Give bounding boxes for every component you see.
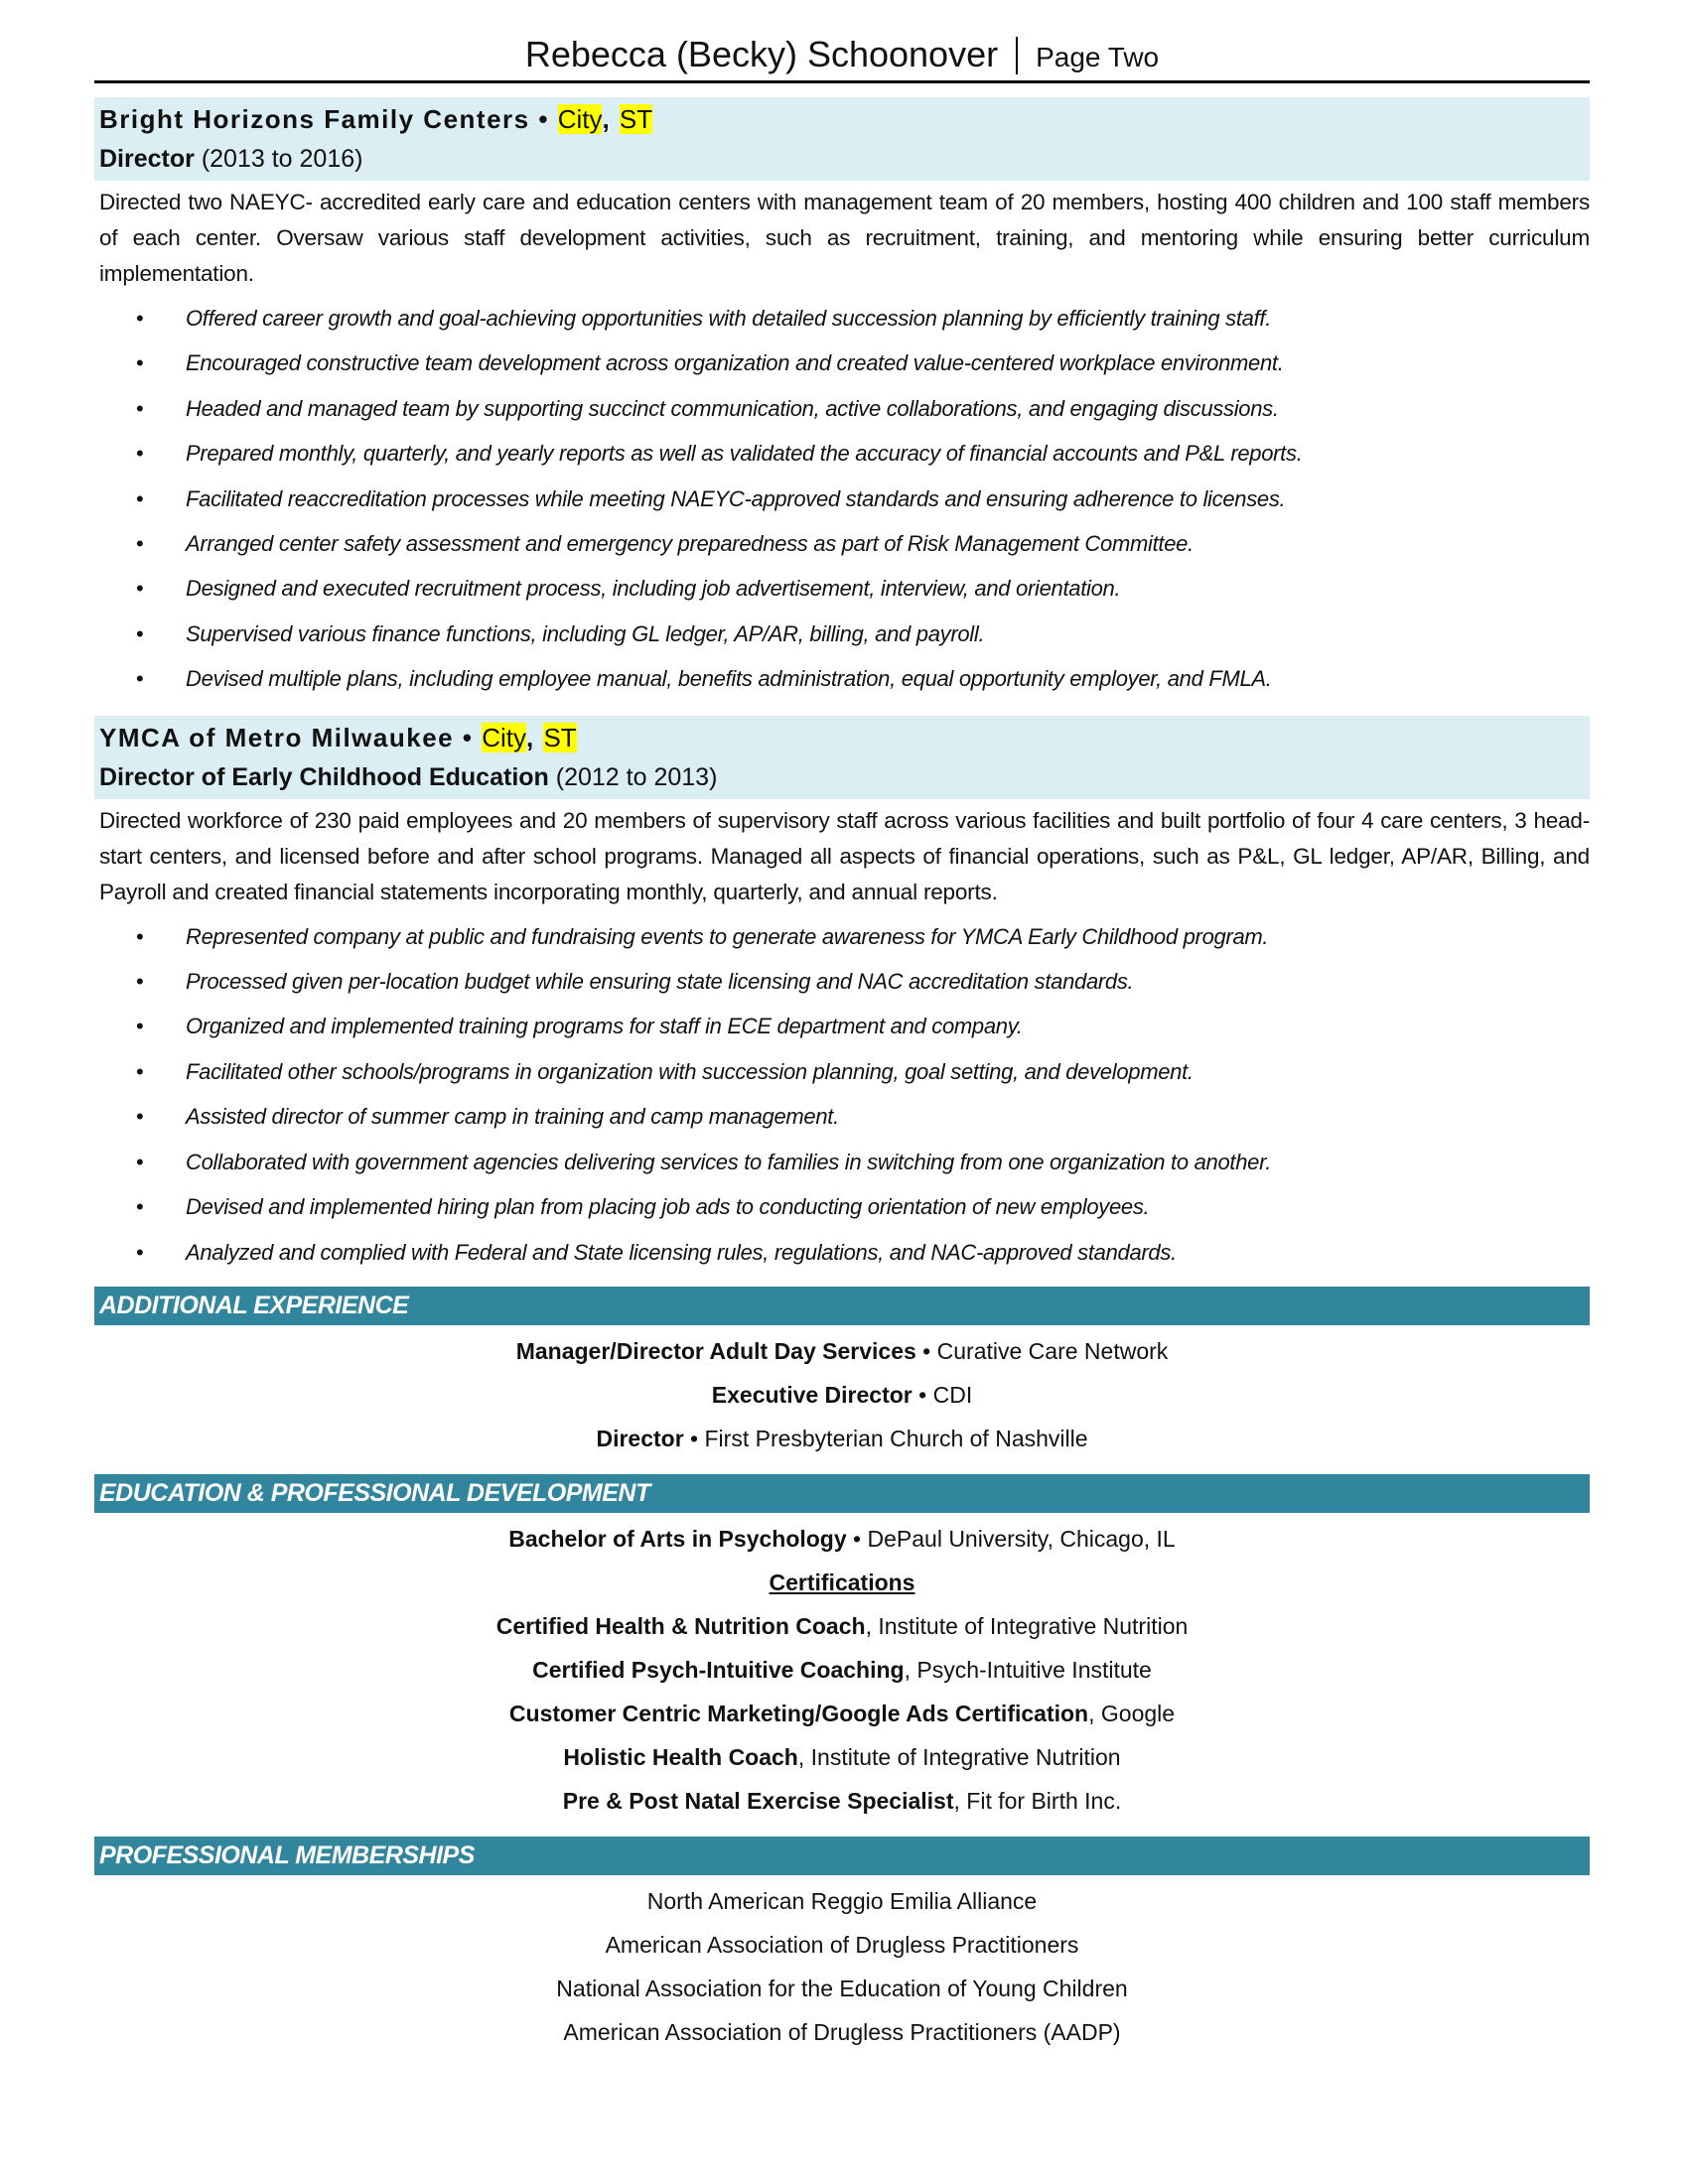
job-dates: (2013 to 2016) [201,145,363,173]
bullet-text: Devised multiple plans, including employee manual, benefits administration, equal opportunity employer, and FMLA. [186,666,1272,692]
employer-name: Bright Horizons Family Centers [99,104,530,134]
state: ST [619,104,653,134]
bullet-icon: • [136,306,144,331]
degree: Bachelor of Arts in Psychology • DePaul University, Chicago, IL [508,1525,1176,1552]
certification-issuer: Institute of Integrative Nutrition [878,1612,1189,1639]
role: Manager/Director Adult Day Services [515,1337,916,1364]
job-summary: Directed two NAEYC- accredited early care and education centers with management team of 20 members, hosting 400 children and 100 staff members of each center. Oversaw various staff development activities, such as recruitment, training, and mentoring while ensuring better curriculum implementation. [99,190,1590,286]
job-header [94,716,1590,799]
candidate-name: Rebecca (Becky) Schoonover [524,34,999,74]
page-header [94,0,1590,83]
list-item [94,341,1590,385]
list-item [94,1004,1590,1048]
membership-item: American Association of Drugless Practitioners (AADP) [563,2018,1121,2045]
bullet-text: Offered career growth and goal-achieving opportunities with detailed succession planning by efficiently training staff. [186,306,1272,331]
section-memberships: PROFESSIONAL MEMBERSHIPS [94,1837,1590,1875]
certification-issuer: Fit for Birth Inc. [966,1787,1122,1814]
page-label: Page Two [1036,42,1160,72]
school: DePaul University, Chicago, IL [867,1525,1176,1552]
certification-item: Certified Health & Nutrition Coach, Institute of Integrative Nutrition [495,1612,1189,1639]
list-item [94,612,1590,656]
job-header [94,97,1590,181]
bullet-text: Processed given per-location budget while ensuring state licensing and NAC accreditation standards. [186,969,1134,995]
organization: CDI [932,1381,973,1408]
certification-item: Certified Psych-Intuitive Coaching, Psych-Intuitive Institute [532,1656,1152,1683]
section-education: EDUCATION & PROFESSIONAL DEVELOPMENT [94,1474,1590,1513]
certification-item: Customer Centric Marketing/Google Ads Certification, Google [508,1700,1176,1726]
certification-name: Certified Psych-Intuitive Coaching [532,1656,905,1683]
bullet-icon: • [136,576,144,602]
bullet-icon: • [136,441,144,467]
certification-name: Pre & Post Natal Exercise Specialist [562,1787,954,1814]
certification-issuer: Institute of Integrative Nutrition [810,1743,1121,1770]
bullet-icon: • [136,1194,144,1220]
bullet-text: Designed and executed recruitment process, including job advertisement, interview, and orientation. [186,576,1121,602]
job-bullets [94,914,1590,1275]
bullet-icon: • [136,923,144,949]
bullet-text: Arranged center safety assessment and emergency preparedness as part of Risk Management Committee. [186,531,1194,557]
list-item [94,431,1590,476]
bullet-text: Devised and implemented hiring plan from placing job ads to conducting orientation of new employees. [186,1194,1150,1220]
organization: First Presbyterian Church of Nashville [704,1425,1088,1451]
bullet-text: Facilitated other schools/programs in organization with succession planning, goal setting, and development. [186,1058,1194,1084]
bullet-icon: • [136,350,144,376]
job-dates: (2012 to 2013) [555,762,718,791]
state: ST [543,722,577,752]
list-item [94,521,1590,566]
bullet-icon: • [136,1058,144,1084]
header-divider [1016,37,1018,74]
bullet-text: Facilitated reaccreditation processes while meeting NAEYC-approved standards and ensuring adherence to licenses. [186,485,1286,511]
bullet-text: Encouraged constructive team development across organization and created value-centered workplace environment. [186,350,1284,376]
list-item [94,296,1590,341]
bullet-text: Prepared monthly, quarterly, and yearly reports as well as validated the accuracy of financial accounts and P&L reports. [186,441,1303,467]
bullet-text: Analyzed and complied with Federal and State licensing rules, regulations, and NAC-approved standards. [186,1239,1177,1265]
list-item [94,914,1590,959]
job-title: Director of Early Childhood Education [99,762,549,791]
certification-name: Certified Health & Nutrition Coach [495,1612,866,1639]
bullet-text: Supervised various finance functions, including GL ledger, AP/AR, billing, and payroll. [186,620,985,646]
city: City [557,104,603,134]
job-bullets [94,296,1590,702]
bullet-text: Assisted director of summer camp in training and camp management. [186,1104,839,1130]
membership-item: North American Reggio Emilia Alliance [646,1887,1038,1914]
certification-item: Pre & Post Natal Exercise Specialist, Fit for Birth Inc. [562,1787,1122,1814]
role: Director [596,1425,684,1451]
bullet-icon: • [136,531,144,557]
list-item [94,959,1590,1004]
list-item [94,1140,1590,1184]
list-item [94,566,1590,611]
list-item [94,386,1590,431]
role-line [99,139,1585,179]
list-item [94,1049,1590,1094]
role-line [99,757,1585,797]
bullet-icon: • [136,1239,144,1265]
bullet-text: Organized and implemented training programs for staff in ECE department and company. [186,1014,1023,1039]
bullet-icon: • [136,485,144,511]
employer-line: Bright Horizons Family Centers • City, ST [99,104,653,134]
resume-page [94,0,1590,2054]
job-title: Director [99,145,195,173]
bullet-icon: • [136,620,144,646]
bullet-text: Headed and managed team by supporting succinct communication, active collaborations, and engaging discussions. [186,395,1279,421]
certification-issuer: Psych-Intuitive Institute [916,1656,1152,1683]
additional-experience-item: Executive Director • CDI [711,1381,973,1408]
certification-issuer: Google [1100,1700,1176,1726]
list-item [94,656,1590,701]
employer-name: YMCA of Metro Milwaukee [99,722,455,752]
certification-item: Holistic Health Coach, Institute of Integrative Nutrition [563,1743,1121,1770]
certification-name: Holistic Health Coach [563,1743,798,1770]
city: City [482,722,526,752]
membership-item: American Association of Drugless Practitioners [605,1931,1079,1958]
list-item [94,477,1590,521]
list-item [94,1094,1590,1139]
bullet-text: Represented company at public and fundraising events to generate awareness for YMCA Early Childhood program. [186,923,1269,949]
employer-line: YMCA of Metro Milwaukee • City, ST [99,722,577,752]
certification-name: Customer Centric Marketing/Google Ads Certification [508,1700,1089,1726]
job-summary: Directed workforce of 230 paid employees and 20 members of supervisory staff across various facilities and built portfolio of four 4 care centers, 3 head-start centers, and licensed before and after school programs. Managed all aspects of financial operations, such as P&L, GL ledger, AP/AR, Billing, and Payroll and created financial statements incorporating monthly, quarterly, and annual reports. [99,807,1590,904]
bullet-icon: • [136,666,144,692]
bullet-text: Collaborated with government agencies delivering services to families in switching from one organization to another. [186,1149,1272,1174]
bullet-icon: • [136,1149,144,1174]
certifications-heading-text: Certifications [769,1569,915,1595]
list-item [94,1230,1590,1275]
list-item [94,1184,1590,1229]
additional-experience-item: Director • First Presbyterian Church of Nashville [596,1425,1088,1451]
bullet-icon: • [136,395,144,421]
bullet-icon: • [136,969,144,995]
section-additional-experience: ADDITIONAL EXPERIENCE [94,1287,1590,1325]
degree-name: Bachelor of Arts in Psychology [508,1525,847,1552]
additional-experience-item: Manager/Director Adult Day Services • Curative Care Network [515,1337,1169,1364]
role: Executive Director [711,1381,913,1408]
bullet-icon: • [136,1104,144,1130]
organization: Curative Care Network [936,1337,1169,1364]
membership-item: National Association for the Education of Young Children [556,1975,1128,2001]
certifications-heading [94,1561,1590,1604]
bullet-icon: • [136,1014,144,1039]
